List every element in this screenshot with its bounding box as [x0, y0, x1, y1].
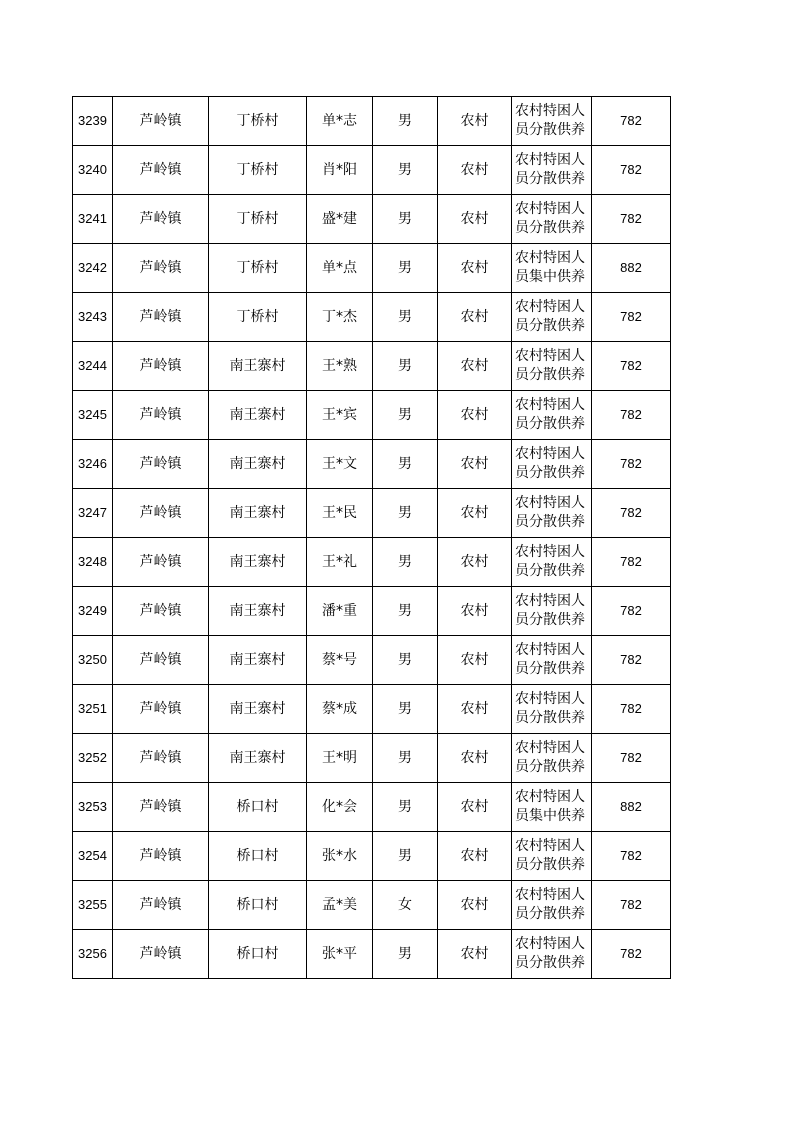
support-type-line: 农村特困人	[515, 103, 585, 119]
support-type-line: 员分散供养	[515, 171, 585, 187]
area-type-cell: 农村	[438, 489, 512, 538]
area-type-cell: 农村	[438, 195, 512, 244]
support-type-cell	[512, 636, 592, 685]
support-type-cell	[512, 538, 592, 587]
serial-number-cell: 3254	[73, 832, 113, 881]
amount-cell: 782	[592, 440, 671, 489]
serial-number-cell: 3239	[73, 97, 113, 146]
gender-cell: 男	[373, 195, 438, 244]
person-name-cell: 张*平	[307, 930, 373, 979]
person-name-cell: 张*水	[307, 832, 373, 881]
person-name-cell: 蔡*号	[307, 636, 373, 685]
serial-number-cell: 3253	[73, 783, 113, 832]
amount-cell: 782	[592, 489, 671, 538]
village-cell: 南王寨村	[209, 734, 307, 783]
table-row	[73, 587, 671, 636]
gender-cell: 男	[373, 440, 438, 489]
support-type-line: 员分散供养	[515, 857, 585, 873]
town-cell: 芦岭镇	[113, 636, 209, 685]
person-name-cell: 丁*杰	[307, 293, 373, 342]
gender-cell: 男	[373, 587, 438, 636]
village-cell: 丁桥村	[209, 97, 307, 146]
amount-cell: 782	[592, 293, 671, 342]
amount-cell: 782	[592, 685, 671, 734]
serial-number-cell: 3249	[73, 587, 113, 636]
support-type-line: 农村特困人	[515, 152, 585, 168]
area-type-cell: 农村	[438, 440, 512, 489]
person-name-cell: 潘*重	[307, 587, 373, 636]
amount-cell: 782	[592, 97, 671, 146]
town-cell: 芦岭镇	[113, 293, 209, 342]
support-type-cell	[512, 146, 592, 195]
gender-cell: 男	[373, 391, 438, 440]
person-name-cell: 盛*建	[307, 195, 373, 244]
support-type-line: 员分散供养	[515, 465, 585, 481]
town-cell: 芦岭镇	[113, 195, 209, 244]
support-type-cell	[512, 881, 592, 930]
person-name-cell: 蔡*成	[307, 685, 373, 734]
town-cell: 芦岭镇	[113, 881, 209, 930]
gender-cell: 男	[373, 636, 438, 685]
amount-cell: 782	[592, 146, 671, 195]
support-type-line: 农村特困人	[515, 446, 585, 462]
town-cell: 芦岭镇	[113, 783, 209, 832]
serial-number-cell: 3255	[73, 881, 113, 930]
amount-cell: 782	[592, 832, 671, 881]
support-type-line: 员分散供养	[515, 612, 585, 628]
support-type-line: 员分散供养	[515, 906, 585, 922]
table-row	[73, 881, 671, 930]
gender-cell: 男	[373, 538, 438, 587]
table-row	[73, 734, 671, 783]
table-row	[73, 832, 671, 881]
support-type-line: 员分散供养	[515, 759, 585, 775]
gender-cell: 男	[373, 783, 438, 832]
gender-cell: 男	[373, 97, 438, 146]
person-name-cell: 王*明	[307, 734, 373, 783]
support-type-line: 农村特困人	[515, 642, 585, 658]
table-row	[73, 685, 671, 734]
village-cell: 桥口村	[209, 881, 307, 930]
amount-cell: 782	[592, 881, 671, 930]
person-name-cell: 王*民	[307, 489, 373, 538]
support-type-cell	[512, 391, 592, 440]
support-type-cell	[512, 97, 592, 146]
amount-cell: 782	[592, 930, 671, 979]
table-row	[73, 244, 671, 293]
amount-cell: 782	[592, 195, 671, 244]
support-type-cell	[512, 489, 592, 538]
serial-number-cell: 3244	[73, 342, 113, 391]
town-cell: 芦岭镇	[113, 685, 209, 734]
support-type-cell	[512, 293, 592, 342]
village-cell: 桥口村	[209, 930, 307, 979]
person-name-cell: 单*点	[307, 244, 373, 293]
person-name-cell: 化*会	[307, 783, 373, 832]
area-type-cell: 农村	[438, 293, 512, 342]
gender-cell: 男	[373, 342, 438, 391]
support-type-line: 员分散供养	[515, 416, 585, 432]
town-cell: 芦岭镇	[113, 146, 209, 195]
support-type-line: 农村特困人	[515, 299, 585, 315]
gender-cell: 男	[373, 832, 438, 881]
table-row	[73, 930, 671, 979]
serial-number-cell: 3243	[73, 293, 113, 342]
town-cell: 芦岭镇	[113, 734, 209, 783]
support-type-line: 农村特困人	[515, 838, 585, 854]
area-type-cell: 农村	[438, 832, 512, 881]
village-cell: 丁桥村	[209, 244, 307, 293]
support-type-cell	[512, 734, 592, 783]
support-type-cell	[512, 930, 592, 979]
town-cell: 芦岭镇	[113, 391, 209, 440]
support-type-cell	[512, 440, 592, 489]
table-row	[73, 195, 671, 244]
village-cell: 南王寨村	[209, 636, 307, 685]
serial-number-cell: 3248	[73, 538, 113, 587]
area-type-cell: 农村	[438, 930, 512, 979]
serial-number-cell: 3250	[73, 636, 113, 685]
table-row	[73, 489, 671, 538]
area-type-cell: 农村	[438, 391, 512, 440]
village-cell: 南王寨村	[209, 391, 307, 440]
support-type-line: 农村特困人	[515, 201, 585, 217]
town-cell: 芦岭镇	[113, 342, 209, 391]
area-type-cell: 农村	[438, 587, 512, 636]
area-type-cell: 农村	[438, 342, 512, 391]
person-name-cell: 王*熟	[307, 342, 373, 391]
table-row	[73, 146, 671, 195]
village-cell: 南王寨村	[209, 342, 307, 391]
area-type-cell: 农村	[438, 685, 512, 734]
town-cell: 芦岭镇	[113, 489, 209, 538]
serial-number-cell: 3242	[73, 244, 113, 293]
town-cell: 芦岭镇	[113, 930, 209, 979]
support-type-line: 员分散供养	[515, 514, 585, 530]
gender-cell: 男	[373, 146, 438, 195]
support-type-line: 员集中供养	[515, 269, 585, 285]
roster-body	[73, 97, 671, 979]
support-type-line: 员分散供养	[515, 955, 585, 971]
village-cell: 南王寨村	[209, 685, 307, 734]
support-type-line: 农村特困人	[515, 740, 585, 756]
village-cell: 南王寨村	[209, 538, 307, 587]
support-type-cell	[512, 685, 592, 734]
table-row	[73, 538, 671, 587]
amount-cell: 782	[592, 587, 671, 636]
gender-cell: 男	[373, 244, 438, 293]
serial-number-cell: 3247	[73, 489, 113, 538]
table-row	[73, 342, 671, 391]
village-cell: 南王寨村	[209, 489, 307, 538]
gender-cell: 男	[373, 734, 438, 783]
area-type-cell: 农村	[438, 881, 512, 930]
town-cell: 芦岭镇	[113, 244, 209, 293]
support-type-line: 农村特困人	[515, 544, 585, 560]
serial-number-cell: 3245	[73, 391, 113, 440]
support-type-line: 农村特困人	[515, 593, 585, 609]
support-type-line: 员分散供养	[515, 122, 585, 138]
area-type-cell: 农村	[438, 783, 512, 832]
support-type-line: 员分散供养	[515, 710, 585, 726]
amount-cell: 782	[592, 342, 671, 391]
support-type-line: 员分散供养	[515, 661, 585, 677]
serial-number-cell: 3256	[73, 930, 113, 979]
amount-cell: 782	[592, 391, 671, 440]
support-type-line: 农村特困人	[515, 789, 585, 805]
area-type-cell: 农村	[438, 244, 512, 293]
person-name-cell: 肖*阳	[307, 146, 373, 195]
support-type-cell	[512, 587, 592, 636]
area-type-cell: 农村	[438, 636, 512, 685]
support-type-cell	[512, 244, 592, 293]
village-cell: 丁桥村	[209, 195, 307, 244]
support-type-line: 农村特困人	[515, 250, 585, 266]
gender-cell: 男	[373, 293, 438, 342]
amount-cell: 882	[592, 244, 671, 293]
serial-number-cell: 3251	[73, 685, 113, 734]
support-type-line: 员集中供养	[515, 808, 585, 824]
serial-number-cell: 3240	[73, 146, 113, 195]
village-cell: 桥口村	[209, 832, 307, 881]
amount-cell: 782	[592, 636, 671, 685]
area-type-cell: 农村	[438, 734, 512, 783]
table-row	[73, 391, 671, 440]
support-type-line: 农村特困人	[515, 397, 585, 413]
serial-number-cell: 3252	[73, 734, 113, 783]
support-type-line: 农村特困人	[515, 348, 585, 364]
support-type-line: 员分散供养	[515, 563, 585, 579]
support-type-cell	[512, 195, 592, 244]
gender-cell: 男	[373, 930, 438, 979]
table-row	[73, 440, 671, 489]
support-type-line: 农村特困人	[515, 936, 585, 952]
support-type-line: 员分散供养	[515, 220, 585, 236]
town-cell: 芦岭镇	[113, 832, 209, 881]
table-row	[73, 97, 671, 146]
town-cell: 芦岭镇	[113, 440, 209, 489]
serial-number-cell: 3246	[73, 440, 113, 489]
village-cell: 桥口村	[209, 783, 307, 832]
village-cell: 丁桥村	[209, 146, 307, 195]
gender-cell: 男	[373, 685, 438, 734]
table-row	[73, 636, 671, 685]
town-cell: 芦岭镇	[113, 97, 209, 146]
area-type-cell: 农村	[438, 97, 512, 146]
village-cell: 南王寨村	[209, 587, 307, 636]
support-type-line: 员分散供养	[515, 318, 585, 334]
town-cell: 芦岭镇	[113, 538, 209, 587]
person-name-cell: 王*礼	[307, 538, 373, 587]
person-name-cell: 单*志	[307, 97, 373, 146]
amount-cell: 782	[592, 734, 671, 783]
gender-cell: 女	[373, 881, 438, 930]
person-name-cell: 王*文	[307, 440, 373, 489]
support-type-cell	[512, 783, 592, 832]
person-name-cell: 孟*美	[307, 881, 373, 930]
amount-cell: 782	[592, 538, 671, 587]
support-type-cell	[512, 832, 592, 881]
support-type-line: 农村特困人	[515, 495, 585, 511]
village-cell: 丁桥村	[209, 293, 307, 342]
village-cell: 南王寨村	[209, 440, 307, 489]
amount-cell: 882	[592, 783, 671, 832]
table-row	[73, 293, 671, 342]
support-type-line: 农村特困人	[515, 887, 585, 903]
table-row	[73, 783, 671, 832]
serial-number-cell: 3241	[73, 195, 113, 244]
person-name-cell: 王*宾	[307, 391, 373, 440]
support-type-line: 农村特困人	[515, 691, 585, 707]
roster-table	[72, 96, 671, 979]
area-type-cell: 农村	[438, 146, 512, 195]
support-type-line: 员分散供养	[515, 367, 585, 383]
area-type-cell: 农村	[438, 538, 512, 587]
gender-cell: 男	[373, 489, 438, 538]
support-type-cell	[512, 342, 592, 391]
town-cell: 芦岭镇	[113, 587, 209, 636]
